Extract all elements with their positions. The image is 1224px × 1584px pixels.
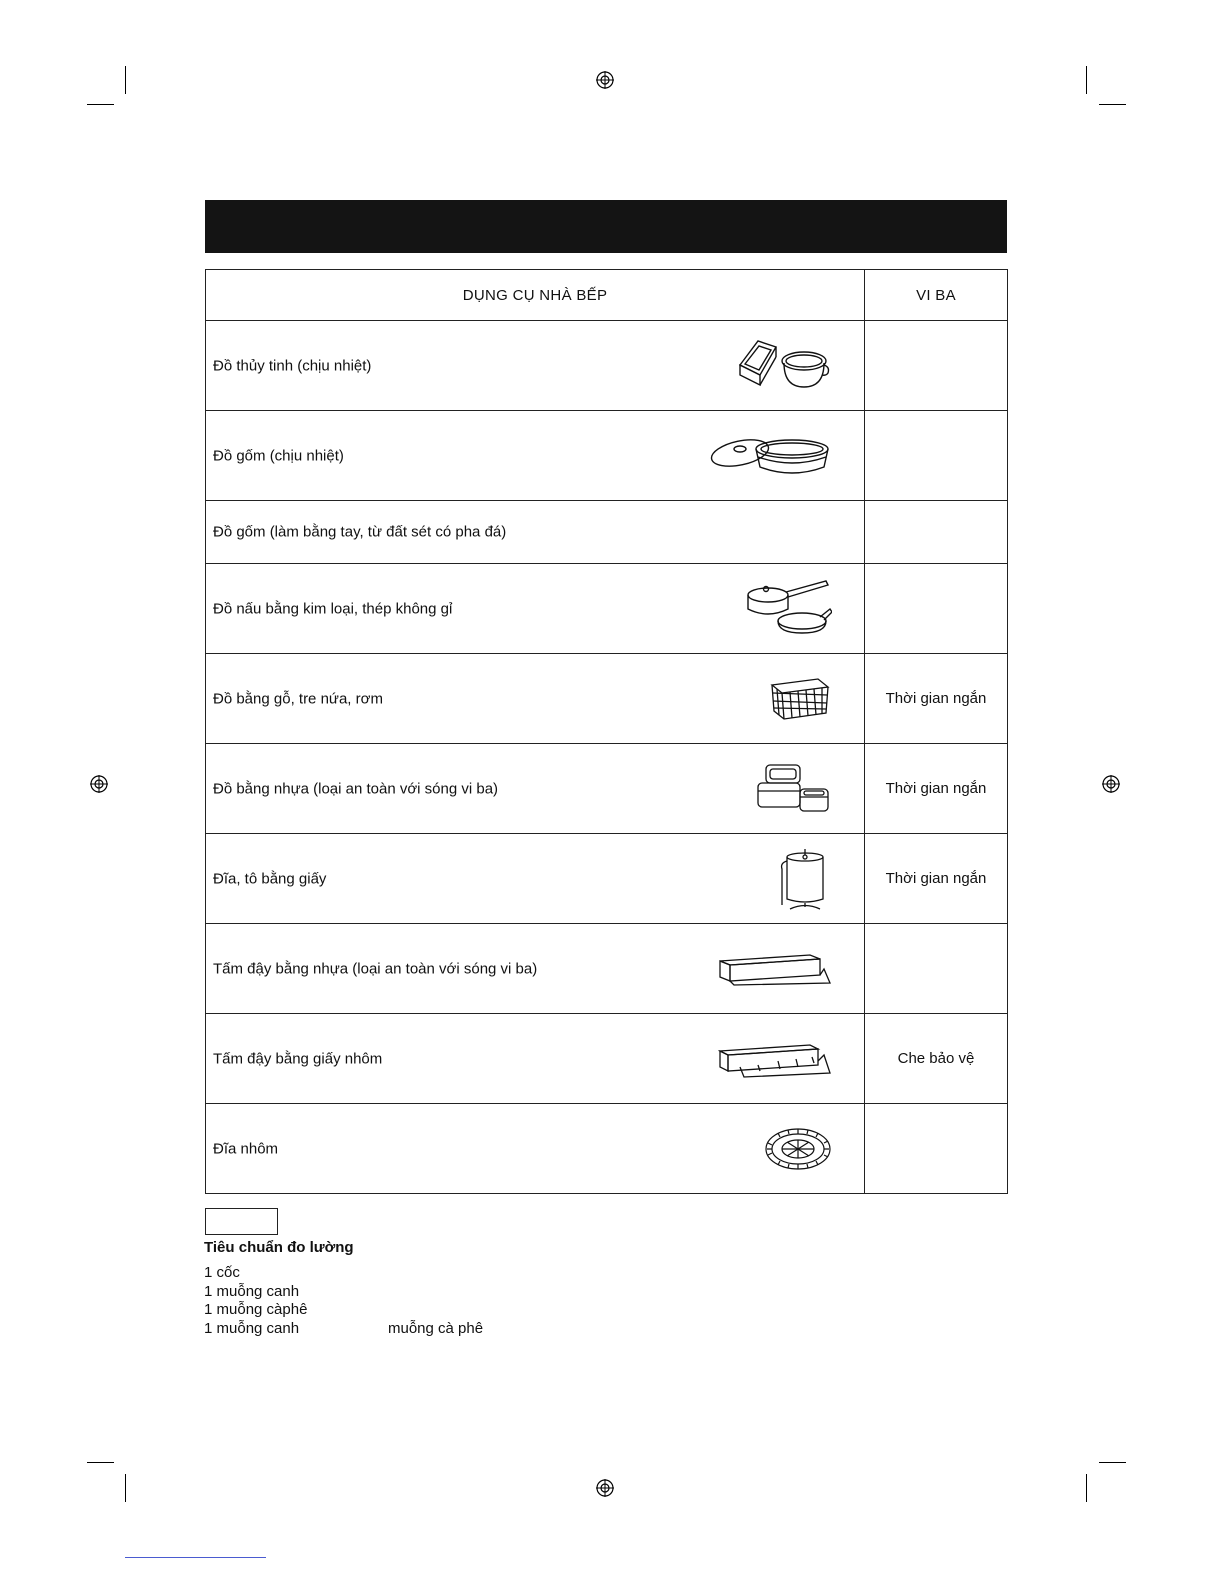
table-row (206, 744, 1008, 834)
microwave-value (865, 411, 1008, 501)
registration-mark-icon (596, 71, 614, 89)
table-row (206, 411, 1008, 501)
crop-mark (125, 66, 126, 94)
note-line: 1 cốc (204, 1264, 240, 1281)
header-microwave: VI BA (865, 270, 1008, 321)
microwave-value (865, 1104, 1008, 1194)
registration-mark-icon (596, 1479, 614, 1497)
metal-pans-icon (742, 579, 832, 639)
wicker-basket-icon (768, 677, 832, 721)
note-line-suffix: muỗng cà phê (388, 1320, 484, 1337)
microwave-value: Thời gian ngắn (865, 654, 1008, 744)
aluminum-plate-icon (764, 1127, 832, 1171)
bottom-link-underline (125, 1557, 266, 1558)
item-label: Tấm đậy bằng giấy nhôm (213, 1050, 383, 1067)
microwave-value (865, 501, 1008, 564)
table-row (206, 654, 1008, 744)
item-label: Đồ bằng nhựa (loại an toàn với sóng vi ba) (213, 780, 499, 797)
crop-mark (87, 104, 114, 105)
table-row (206, 501, 1008, 564)
note-line: 1 muỗng canh (204, 1320, 300, 1337)
item-label: Đồ gốm (chịu nhiệt) (213, 447, 344, 464)
note-box (205, 1208, 278, 1235)
microwave-value (865, 321, 1008, 411)
table-row (206, 1014, 1008, 1104)
registration-mark-icon (1102, 775, 1120, 793)
microwave-value (865, 564, 1008, 654)
item-label: Tấm đậy bằng nhựa (loại an toàn với sóng vi ba) (213, 960, 538, 977)
ceramic-pot-icon (710, 431, 832, 481)
note-line: 1 muỗng canh (204, 1283, 300, 1300)
table-row (206, 834, 1008, 924)
microwave-value: Thời gian ngắn (865, 744, 1008, 834)
crop-mark (1086, 1474, 1087, 1502)
table-row (206, 321, 1008, 411)
utensils-table (205, 269, 1008, 1194)
table-row (206, 924, 1008, 1014)
microwave-value: Thời gian ngắn (865, 834, 1008, 924)
item-label: Đĩa nhôm (213, 1140, 279, 1157)
crop-mark (1099, 1462, 1126, 1463)
table-row (206, 1104, 1008, 1194)
item-label: Đồ thủy tinh (chịu nhiệt) (213, 357, 372, 374)
item-label: Đồ nấu bằng kim loại, thép không gỉ (213, 600, 453, 617)
microwave-value (865, 924, 1008, 1014)
aluminum-foil-box-icon (718, 1039, 832, 1079)
item-label: Đồ bằng gỗ, tre nứa, rơm (213, 690, 383, 707)
crop-mark (1086, 66, 1087, 94)
plastic-wrap-box-icon (718, 951, 832, 987)
crop-mark (1099, 104, 1126, 105)
table-header-row (206, 270, 1008, 321)
item-label: Đồ gốm (làm bằng tay, từ đất sét có pha đá) (213, 523, 507, 541)
item-label: Đĩa, tô bằng giấy (213, 870, 327, 887)
plastic-containers-icon (756, 761, 832, 817)
header-utensils: DỤNG CỤ NHÀ BẾP (206, 270, 865, 321)
table-row (206, 564, 1008, 654)
notes-title: Tiêu chuẩn đo lường (204, 1239, 354, 1256)
section-title-bar (205, 200, 1007, 253)
microwave-value: Che bảo vệ (865, 1014, 1008, 1104)
crop-mark (87, 1462, 114, 1463)
crop-mark (125, 1474, 126, 1502)
note-line: 1 muỗng càphê (204, 1301, 308, 1318)
registration-mark-icon (90, 775, 108, 793)
glass-dish-icon (736, 335, 832, 397)
paper-towel-roll-icon (778, 847, 832, 911)
